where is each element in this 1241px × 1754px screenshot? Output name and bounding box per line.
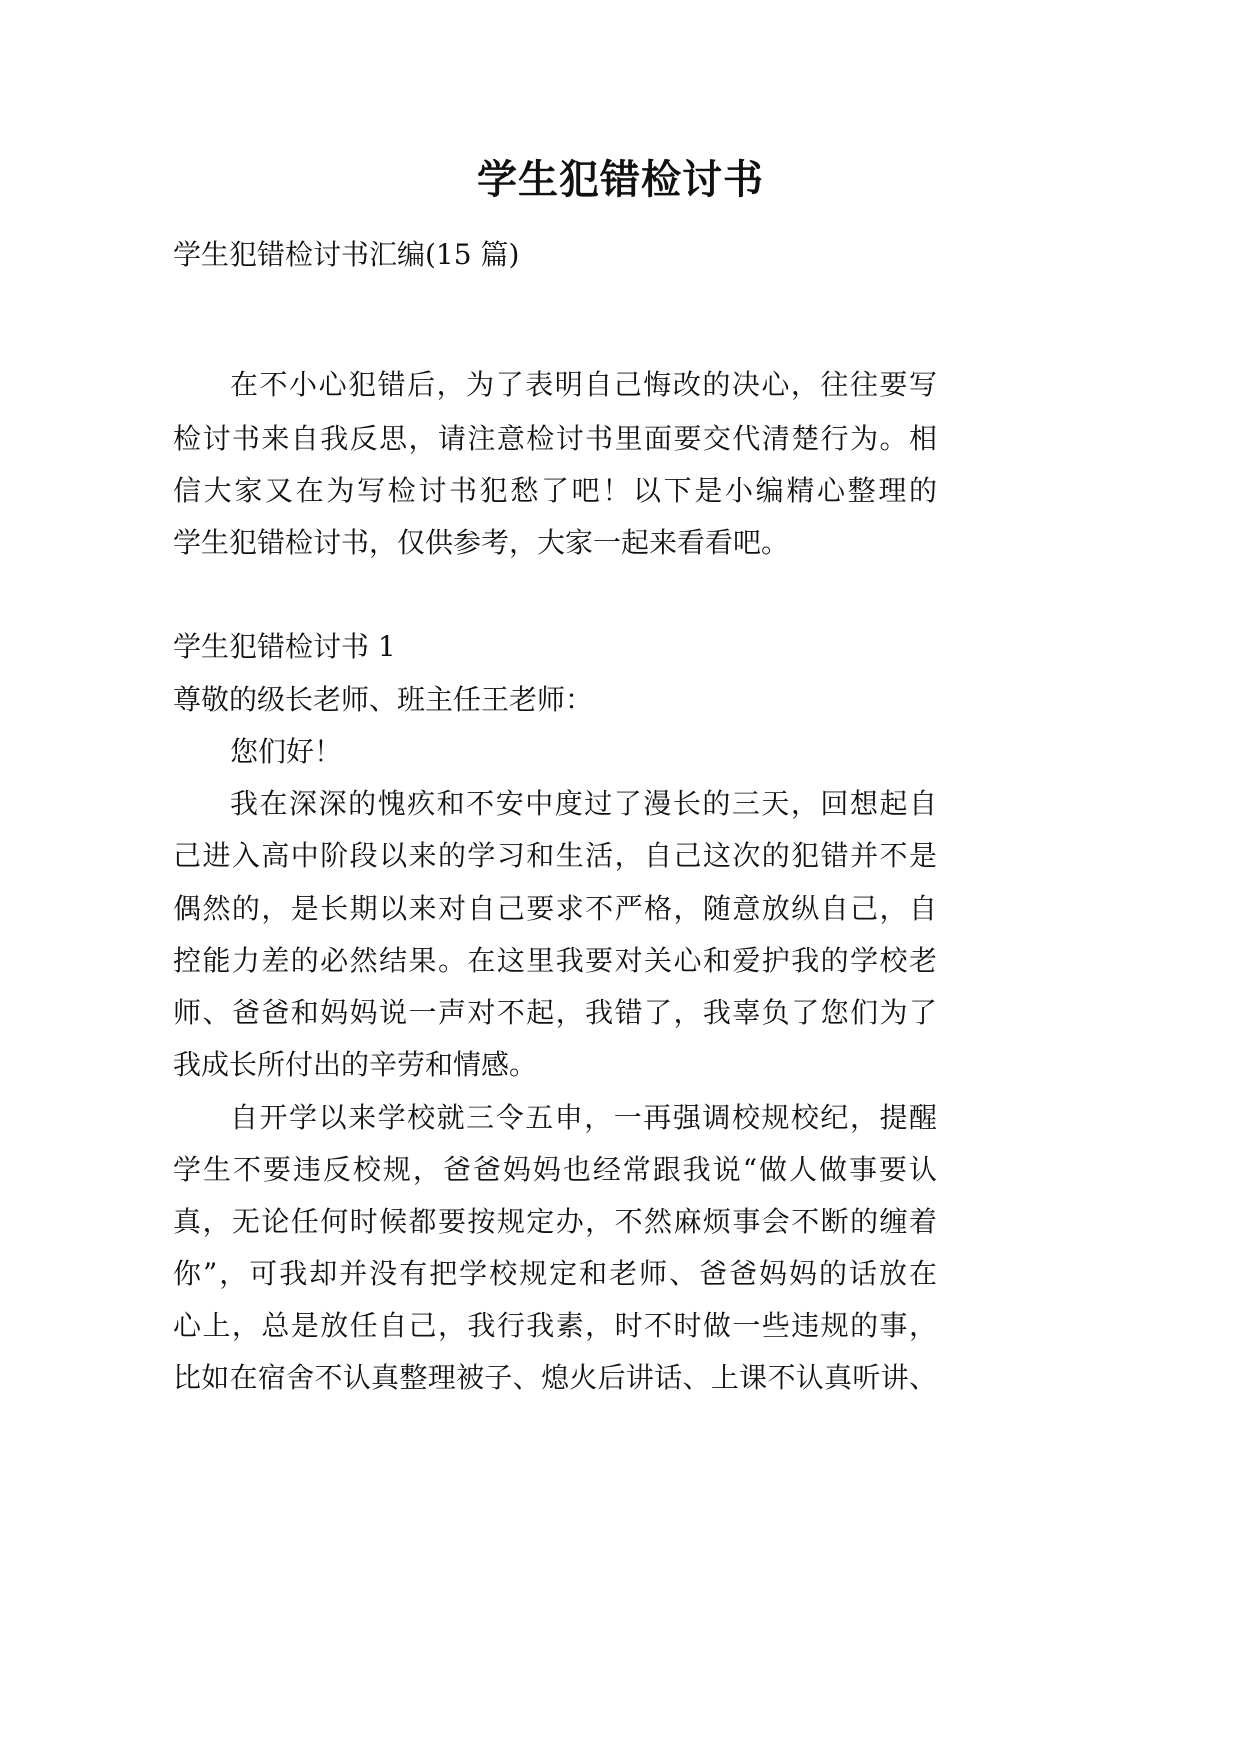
body-line: 我在深深的愧疚和不安中度过了漫长的三天，回想起自 [230,787,937,820]
body-line: 自开学以来学校就三令五申，一再强调校规校纪，提醒 [230,1101,937,1134]
body-line: 己进入高中阶段以来的学习和生活，自己这次的犯错并不是 [173,839,937,872]
document-subtitle: 学生犯错检讨书汇编(15 篇) [173,238,520,271]
intro-line: 信大家又在为写检讨书犯愁了吧！以下是小编精心整理的 [173,474,937,507]
body-line: 学生不要违反校规，爸爸妈妈也经常跟我说“做人做事要认 [173,1153,937,1186]
intro-line: 学生犯错检讨书，仅供参考，大家一起来看看吧。 [173,526,790,559]
body-line: 真，无论任何时候都要按规定办，不然麻烦事会不断的缠着 [173,1205,937,1238]
body-line: 我成长所付出的辛劳和情感。 [173,1048,538,1081]
body-line: 你”，可我却并没有把学校规定和老师、爸爸妈妈的话放在 [173,1257,937,1290]
body-line: 心上，总是放任自己，我行我素，时不时做一些违规的事， [173,1309,937,1342]
greeting: 您们好！ [230,735,343,768]
body-line: 控能力差的必然结果。在这里我要对关心和爱护我的学校老 [173,944,937,977]
intro-line: 检讨书来自我反思，请注意检讨书里面要交代清楚行为。相 [173,422,937,455]
section-heading: 学生犯错检讨书 1 [173,630,396,663]
body-line: 比如在宿舍不认真整理被子、熄火后讲话、上课不认真听讲、 [173,1361,937,1394]
body-line: 师、爸爸和妈妈说一声对不起，我错了，我辜负了您们为了 [173,996,937,1029]
document-title: 学生犯错检讨书 [477,157,764,203]
body-line: 偶然的，是长期以来对自己要求不严格，随意放纵自己，自 [173,892,937,925]
salutation: 尊敬的级长老师、班主任王老师： [173,683,594,716]
intro-line: 在不小心犯错后，为了表明自己悔改的决心，往往要写 [230,368,937,401]
